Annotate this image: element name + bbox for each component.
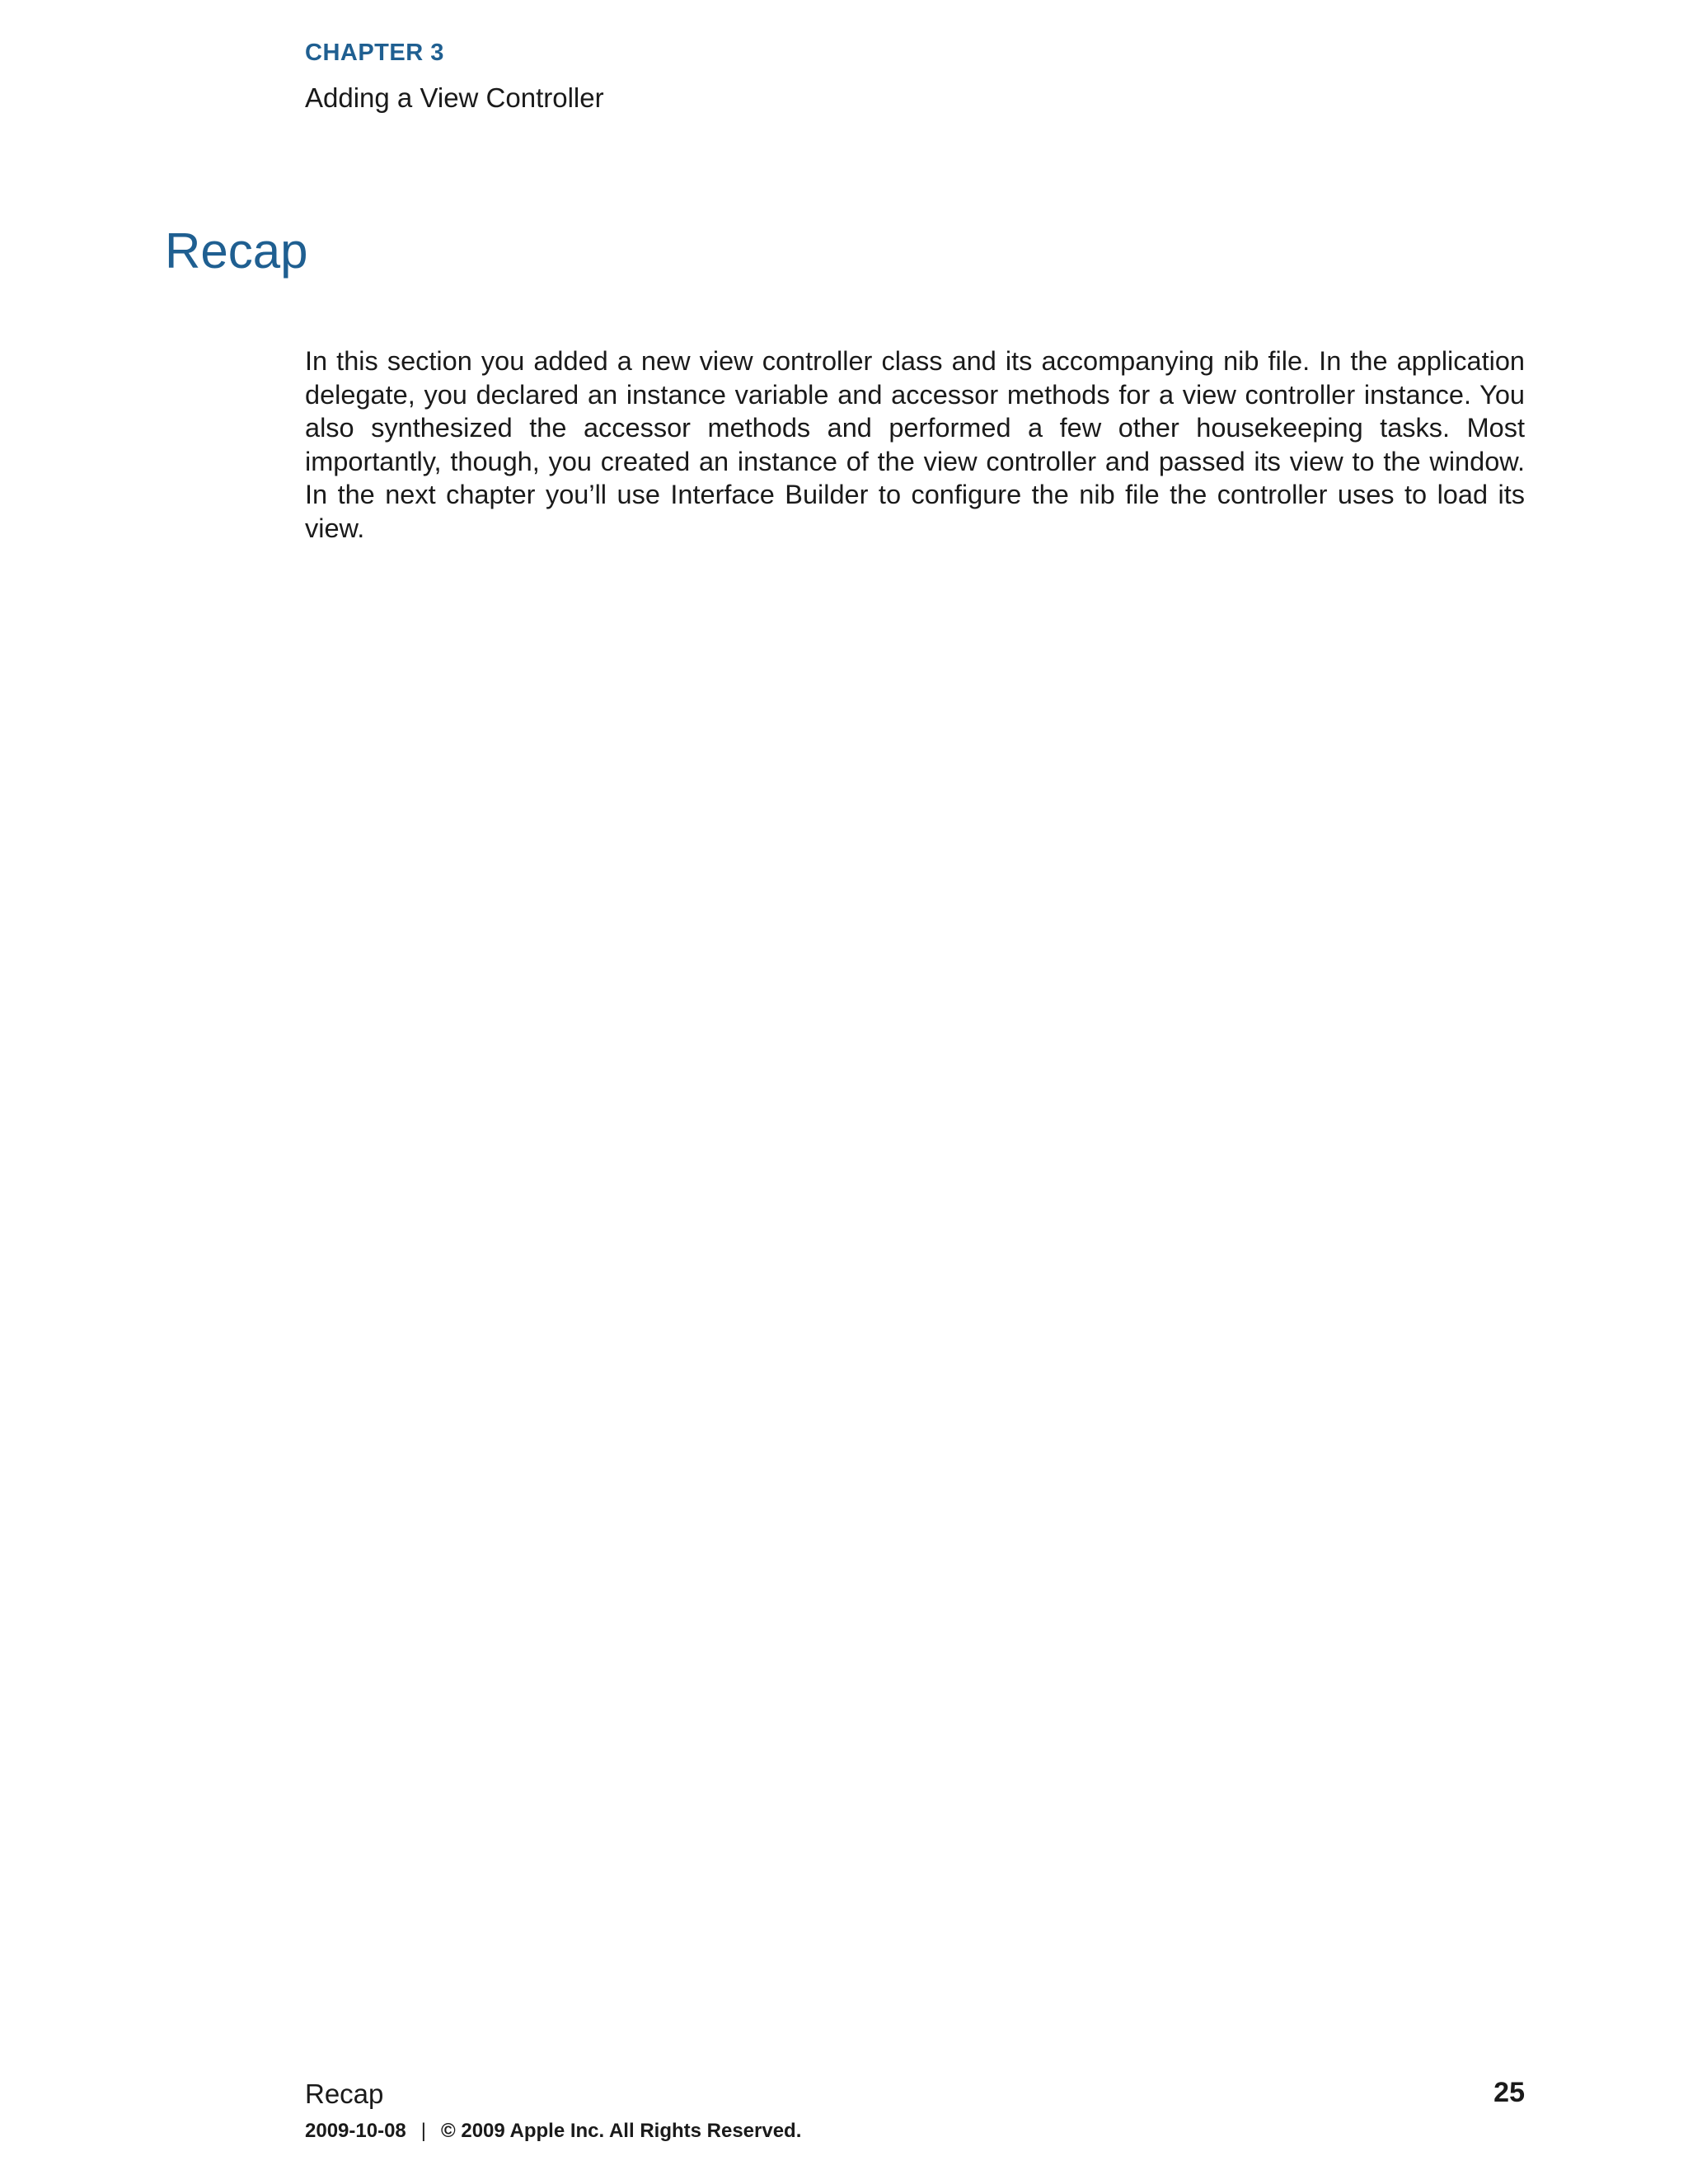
page-number: 25 xyxy=(1493,2077,1525,2108)
footer-separator: | xyxy=(420,2120,426,2142)
footer-meta xyxy=(305,2120,801,2143)
footer-date: 2009-10-08 xyxy=(305,2120,406,2142)
section-heading: Recap xyxy=(165,223,308,279)
body-paragraph: In this section you added a new view controller class and its accompanying nib file. In the application delegate, you declared an instance variable and accessor methods for a view controller instance. You also synthesized the accessor methods and performed a few other housekeeping tasks. Most importantly, though, you created an instance of the view controller and passed its view to the window. In the next chapter you’ll use Interface Builder to configure the nib file the controller uses to load its view. xyxy=(305,346,1525,543)
footer-section-name: Recap xyxy=(305,2079,384,2109)
chapter-label: CHAPTER 3 xyxy=(305,40,444,66)
footer-copyright: © 2009 Apple Inc. All Rights Reserved. xyxy=(441,2120,802,2142)
chapter-title: Adding a View Controller xyxy=(305,82,604,113)
